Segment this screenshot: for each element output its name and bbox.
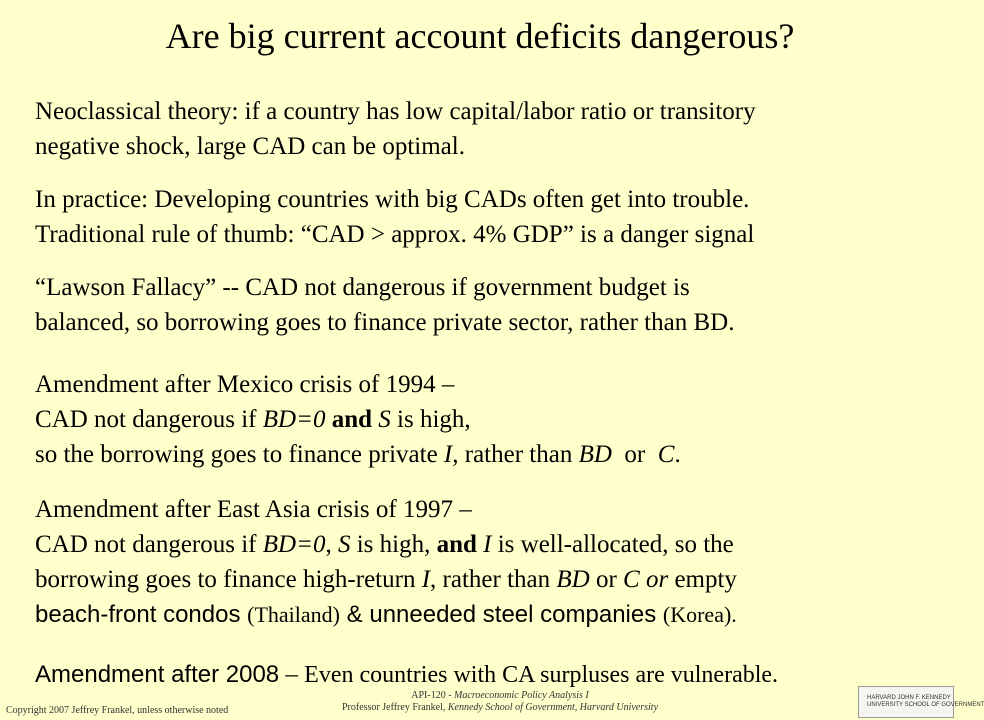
paragraph-mexico: [35, 367, 947, 472]
paragraph-post-2008: Amendment after 2008 – Even countries with CA surpluses are vulnerable.: [35, 661, 779, 688]
eastasia-line-4: beach-front condos (Thailand) & unneeded steel companies (Korea).: [35, 601, 737, 628]
practice-line-1: In practice: Developing countries with big CADs often get into trouble.: [35, 186, 750, 213]
mexico-line-2: CAD not dangerous if BD=0 and S is high,: [35, 406, 471, 433]
eastasia-line-1: Amendment after East Asia crisis of 1997 –: [35, 496, 472, 523]
footer-course-info: API-120 - Macroeconomic Policy Analysis I Professor Jeffrey Frankel, Kennedy School of Government, Harvard University: [341, 690, 659, 713]
footer-copyright: Copyright 2007 Jeffrey Frankel, unless otherwise noted: [6, 705, 229, 716]
mexico-line-1: Amendment after Mexico crisis of 1994 –: [35, 371, 455, 398]
paragraph-lawson: [35, 270, 947, 340]
slide-title: Are big current account deficits dangerous?: [165, 16, 795, 56]
lawson-line-1: “Lawson Fallacy” -- CAD not dangerous if government budget is: [35, 274, 690, 301]
paragraph-practice: [35, 182, 947, 252]
eastasia-line-3: borrowing goes to finance high-return I, rather than BD or C or empty: [35, 566, 737, 593]
harvard-kennedy-logo: HARVARD JOHN F. KENNEDY UNIVERSITY SCHOOL OF GOVERNMENT: [858, 686, 954, 718]
paragraph-east-asia: [35, 492, 947, 632]
practice-line-2: Traditional rule of thumb: “CAD > approx. 4% GDP” is a danger signal: [35, 221, 755, 248]
eastasia-line-2: CAD not dangerous if BD=0, S is high, and I is well-allocated, so the: [35, 531, 734, 558]
paragraph-neoclassical: [35, 94, 947, 164]
neoclassical-line-1: Neoclassical theory: if a country has low capital/labor ratio or transitory: [35, 98, 756, 125]
lawson-line-2: balanced, so borrowing goes to finance private sector, rather than BD.: [35, 309, 735, 336]
mexico-line-3: so the borrowing goes to finance private I, rather than BD or C.: [35, 441, 681, 468]
neoclassical-line-2: negative shock, large CAD can be optimal.: [35, 133, 465, 160]
